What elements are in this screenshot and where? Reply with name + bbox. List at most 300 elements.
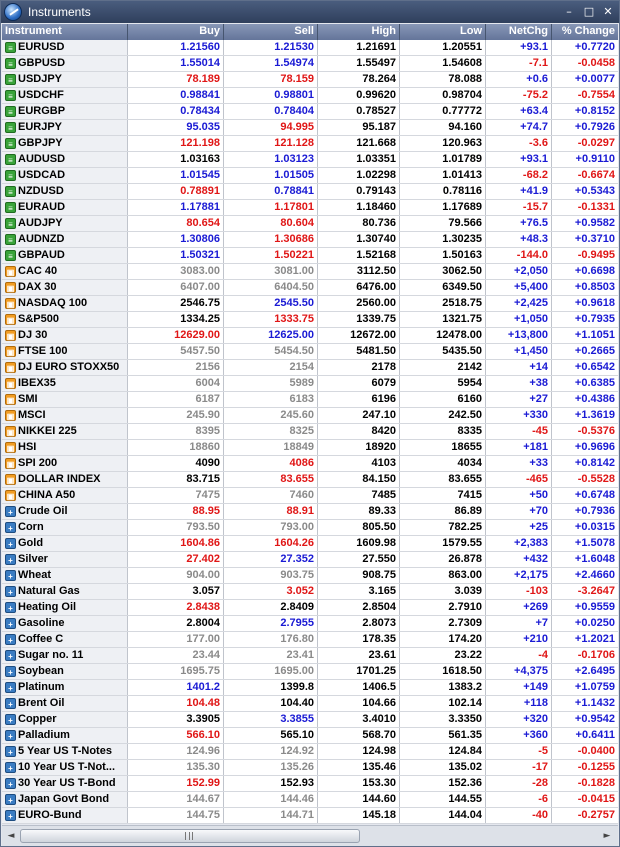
table-row[interactable] — [2, 632, 618, 648]
table-row[interactable] — [2, 312, 618, 328]
low-cell: 863.00 — [400, 568, 486, 583]
pct-change-cell: +1.6048 — [574, 553, 615, 565]
commodity-instrument-icon: + — [5, 730, 16, 741]
pct-change-cell: -0.6674 — [577, 169, 615, 181]
sell-cell: 104.40 — [224, 696, 318, 711]
fx-instrument-icon: ≡ — [5, 218, 16, 229]
buy-cell: 1.50321 — [128, 248, 224, 263]
high-cell: 6079 — [318, 376, 400, 391]
table-row[interactable] — [2, 88, 618, 104]
table-row[interactable] — [2, 504, 618, 520]
netchg-cell: -17 — [486, 760, 552, 775]
instrument-name: AUDJPY — [18, 217, 63, 229]
netchg-cell: +5,400 — [486, 280, 552, 295]
high-cell: 2.8073 — [318, 616, 400, 631]
low-cell: 1.17689 — [400, 200, 486, 215]
sell-cell: 94.995 — [224, 120, 318, 135]
low-cell: 3.039 — [400, 584, 486, 599]
buy-cell: 1.21560 — [128, 40, 224, 55]
instrument-cell — [2, 536, 128, 551]
sell-cell: 5454.50 — [224, 344, 318, 359]
instrument-name: CAC 40 — [18, 265, 58, 277]
sell-cell: 1399.8 — [224, 680, 318, 695]
low-cell: 6349.50 — [400, 280, 486, 295]
netchg-cell: +7 — [486, 616, 552, 631]
table-row[interactable] — [2, 264, 618, 280]
pct-change-cell: +1.5078 — [574, 537, 615, 549]
high-cell: 1.30740 — [318, 232, 400, 247]
table-row[interactable] — [2, 600, 618, 616]
horizontal-scrollbar[interactable] — [2, 825, 618, 846]
pct-change-cell: -0.0458 — [577, 57, 615, 69]
netchg-cell: -45 — [486, 424, 552, 439]
table-row[interactable] — [2, 552, 618, 568]
index-instrument-icon: ▣ — [6, 428, 15, 437]
table-row[interactable] — [2, 760, 618, 776]
buy-cell: 152.99 — [128, 776, 224, 791]
instrument-name: EURO-Bund — [18, 809, 82, 821]
instrument-cell — [2, 104, 128, 119]
table-row[interactable] — [2, 520, 618, 536]
pct-change-cell: +0.7936 — [574, 505, 615, 517]
sell-cell: 1.17801 — [224, 200, 318, 215]
netchg-cell: -68.2 — [486, 168, 552, 183]
table-row[interactable] — [2, 136, 618, 152]
index-instrument-icon: ▣ — [6, 492, 15, 501]
low-cell: 8335 — [400, 424, 486, 439]
high-cell: 1701.25 — [318, 664, 400, 679]
high-cell: 4103 — [318, 456, 400, 471]
pct-change-cell: -0.0297 — [577, 137, 615, 149]
instrument-cell — [2, 440, 128, 455]
buy-cell: 135.30 — [128, 760, 224, 775]
high-cell: 1339.75 — [318, 312, 400, 327]
low-cell: 5435.50 — [400, 344, 486, 359]
pct-change-cell: +0.6385 — [574, 377, 615, 389]
pct-change-cell: +0.3710 — [574, 233, 615, 245]
pct-change-cell: +1.3619 — [574, 409, 615, 421]
low-cell: 79.566 — [400, 216, 486, 231]
fx-instrument-icon: ≡ — [5, 234, 16, 245]
instrument-name: Japan Govt Bond — [18, 793, 110, 805]
instrument-cell — [2, 360, 128, 375]
high-cell: 7485 — [318, 488, 400, 503]
table-row[interactable] — [2, 776, 618, 792]
netchg-cell: -5 — [486, 744, 552, 759]
commodity-instrument-icon: + — [5, 682, 16, 693]
maximize-button[interactable]: □ — [583, 5, 595, 18]
low-cell: 1.50163 — [400, 248, 486, 263]
buy-cell: 1695.75 — [128, 664, 224, 679]
fx-instrument-icon: ≡ — [5, 90, 16, 101]
instrument-cell — [2, 648, 128, 663]
netchg-cell: -75.2 — [486, 88, 552, 103]
table-row[interactable] — [2, 232, 618, 248]
sell-cell: 1.30686 — [224, 232, 318, 247]
instrument-name: NZDUSD — [18, 185, 64, 197]
pct-change-cell: +0.6698 — [574, 265, 615, 277]
commodity-instrument-icon: + — [5, 506, 16, 517]
commodity-instrument-icon: + — [5, 522, 16, 533]
column-header-instrument[interactable]: Instrument — [2, 24, 128, 40]
sell-cell: 903.75 — [224, 568, 318, 583]
table-row[interactable] — [2, 712, 618, 728]
instrument-name: Silver — [18, 553, 48, 565]
scrollbar-thumb[interactable] — [20, 829, 360, 843]
fx-instrument-icon: ≡ — [5, 106, 16, 117]
instrument-cell — [2, 168, 128, 183]
buy-cell: 7475 — [128, 488, 224, 503]
instrument-cell — [2, 264, 128, 279]
instrument-cell — [2, 616, 128, 631]
fx-instrument-icon: ≡ — [5, 58, 16, 69]
table-row[interactable] — [2, 40, 618, 56]
table-row[interactable] — [2, 120, 618, 136]
low-cell: 5954 — [400, 376, 486, 391]
table-row[interactable] — [2, 472, 618, 488]
sell-cell: 176.80 — [224, 632, 318, 647]
instrument-name: MSCI — [18, 409, 46, 421]
instrument-cell — [2, 344, 128, 359]
high-cell: 0.78527 — [318, 104, 400, 119]
table-row[interactable] — [2, 680, 618, 696]
table-row[interactable] — [2, 184, 618, 200]
table-row[interactable] — [2, 648, 618, 664]
column-header-buy[interactable]: Buy — [128, 24, 224, 40]
table-row[interactable] — [2, 456, 618, 472]
index-instrument-icon: ▣ — [6, 300, 15, 309]
instrument-cell — [2, 776, 128, 791]
low-cell: 4034 — [400, 456, 486, 471]
pct-change-cell: +0.6748 — [574, 489, 615, 501]
sell-cell: 23.41 — [224, 648, 318, 663]
pct-change-cell: +0.2665 — [574, 345, 615, 357]
low-cell: 152.36 — [400, 776, 486, 791]
netchg-cell: +70 — [486, 504, 552, 519]
high-cell: 805.50 — [318, 520, 400, 535]
netchg-cell: -6 — [486, 792, 552, 807]
commodity-instrument-icon: + — [5, 650, 16, 661]
table-row[interactable] — [2, 376, 618, 392]
instrument-name: AUDNZD — [18, 233, 65, 245]
instrument-cell — [2, 248, 128, 263]
table-row[interactable] — [2, 744, 618, 760]
instrument-name: 30 Year US T-Bond — [18, 777, 116, 789]
commodity-instrument-icon: + — [5, 554, 16, 565]
netchg-cell: +320 — [486, 712, 552, 727]
table-row[interactable] — [2, 360, 618, 376]
low-cell: 1.54608 — [400, 56, 486, 71]
pct-change-cell: -0.9495 — [577, 249, 615, 261]
table-row[interactable] — [2, 424, 618, 440]
instrument-cell — [2, 520, 128, 535]
high-cell: 3112.50 — [318, 264, 400, 279]
sell-cell: 4086 — [224, 456, 318, 471]
sell-cell: 2545.50 — [224, 296, 318, 311]
sell-cell: 1.03123 — [224, 152, 318, 167]
high-cell: 6476.00 — [318, 280, 400, 295]
table-row[interactable] — [2, 72, 618, 88]
low-cell: 26.878 — [400, 552, 486, 567]
buy-cell: 793.50 — [128, 520, 224, 535]
buy-cell: 121.198 — [128, 136, 224, 151]
high-cell: 2178 — [318, 360, 400, 375]
buy-cell: 27.402 — [128, 552, 224, 567]
instrument-name: GBPJPY — [18, 137, 63, 149]
buy-cell: 245.90 — [128, 408, 224, 423]
instrument-cell — [2, 200, 128, 215]
high-cell: 568.70 — [318, 728, 400, 743]
commodity-instrument-icon: + — [5, 666, 16, 677]
low-cell: 1.01789 — [400, 152, 486, 167]
index-instrument-icon: ▣ — [6, 380, 15, 389]
instrument-name: Heating Oil — [18, 601, 77, 613]
instruments-grid — [2, 24, 618, 824]
buy-cell: 1.17881 — [128, 200, 224, 215]
pct-change-cell: -0.1706 — [577, 649, 615, 661]
buy-cell: 104.48 — [128, 696, 224, 711]
pct-change-cell: +0.9559 — [574, 601, 615, 613]
buy-cell: 78.189 — [128, 72, 224, 87]
table-row[interactable] — [2, 216, 618, 232]
table-row[interactable] — [2, 728, 618, 744]
table-row[interactable] — [2, 792, 618, 808]
buy-cell: 95.035 — [128, 120, 224, 135]
high-cell: 0.79143 — [318, 184, 400, 199]
instrument-name: GBPUSD — [18, 57, 66, 69]
minimize-button[interactable]: – — [566, 5, 572, 18]
instrument-cell — [2, 456, 128, 471]
instrument-name: IBEX35 — [18, 377, 56, 389]
sell-cell: 565.10 — [224, 728, 318, 743]
netchg-cell: +0.6 — [486, 72, 552, 87]
table-row[interactable] — [2, 104, 618, 120]
table-row[interactable] — [2, 488, 618, 504]
sell-cell: 5989 — [224, 376, 318, 391]
pct-change-cell: +1.0759 — [574, 681, 615, 693]
buy-cell: 2546.75 — [128, 296, 224, 311]
column-header-netchg[interactable]: NetChg — [486, 24, 552, 40]
instrument-cell — [2, 472, 128, 487]
instrument-cell — [2, 376, 128, 391]
sell-cell: 1604.26 — [224, 536, 318, 551]
sell-cell: 78.159 — [224, 72, 318, 87]
fx-instrument-icon: ≡ — [5, 170, 16, 181]
sell-cell: 1.01505 — [224, 168, 318, 183]
netchg-cell: +1,450 — [486, 344, 552, 359]
low-cell: 124.84 — [400, 744, 486, 759]
pct-change-cell: -0.5528 — [577, 473, 615, 485]
instrument-cell — [2, 584, 128, 599]
buy-cell: 1401.2 — [128, 680, 224, 695]
table-row[interactable] — [2, 392, 618, 408]
index-instrument-icon: ▣ — [6, 476, 15, 485]
buy-cell: 23.44 — [128, 648, 224, 663]
buy-cell: 1.01545 — [128, 168, 224, 183]
buy-cell: 3.3905 — [128, 712, 224, 727]
high-cell: 5481.50 — [318, 344, 400, 359]
pct-change-cell: +0.9542 — [574, 713, 615, 725]
high-cell: 95.187 — [318, 120, 400, 135]
fx-instrument-icon: ≡ — [5, 42, 16, 53]
index-instrument-icon: ▣ — [6, 460, 15, 469]
netchg-cell: +2,425 — [486, 296, 552, 311]
pct-change-cell: +0.5343 — [574, 185, 615, 197]
table-row[interactable] — [2, 440, 618, 456]
sell-cell: 83.655 — [224, 472, 318, 487]
netchg-cell: +210 — [486, 632, 552, 647]
table-row[interactable] — [2, 408, 618, 424]
fx-instrument-icon: ≡ — [5, 202, 16, 213]
instrument-cell — [2, 280, 128, 295]
table-row[interactable] — [2, 696, 618, 712]
high-cell: 80.736 — [318, 216, 400, 231]
index-instrument-icon: ▣ — [6, 412, 15, 421]
commodity-instrument-icon: + — [5, 698, 16, 709]
low-cell: 23.22 — [400, 648, 486, 663]
sell-cell: 6183 — [224, 392, 318, 407]
low-cell: 1.30235 — [400, 232, 486, 247]
sell-cell: 8325 — [224, 424, 318, 439]
table-row[interactable] — [2, 568, 618, 584]
close-button[interactable]: ✕ — [603, 5, 613, 18]
low-cell: 1618.50 — [400, 664, 486, 679]
buy-cell: 1.55014 — [128, 56, 224, 71]
sell-cell: 0.78404 — [224, 104, 318, 119]
low-cell: 18655 — [400, 440, 486, 455]
instrument-name: USDJPY — [18, 73, 63, 85]
index-instrument-icon: ▣ — [6, 284, 15, 293]
instrument-cell — [2, 40, 128, 55]
table-row[interactable] — [2, 328, 618, 344]
table-row[interactable] — [2, 584, 618, 600]
table-row[interactable] — [2, 536, 618, 552]
netchg-cell: +33 — [486, 456, 552, 471]
buy-cell: 144.75 — [128, 808, 224, 823]
low-cell: 782.25 — [400, 520, 486, 535]
high-cell: 1.18460 — [318, 200, 400, 215]
window-title: Instruments — [28, 5, 91, 19]
table-row[interactable] — [2, 664, 618, 680]
table-row[interactable] — [2, 616, 618, 632]
table-row[interactable] — [2, 200, 618, 216]
instrument-cell — [2, 792, 128, 807]
netchg-cell: +93.1 — [486, 40, 552, 55]
instrument-cell — [2, 232, 128, 247]
low-cell: 3062.50 — [400, 264, 486, 279]
netchg-cell: -103 — [486, 584, 552, 599]
instrument-name: Platinum — [18, 681, 65, 693]
instrument-name: EURAUD — [18, 201, 66, 213]
instrument-cell — [2, 328, 128, 343]
low-cell: 1383.2 — [400, 680, 486, 695]
netchg-cell: +1,050 — [486, 312, 552, 327]
buy-cell: 566.10 — [128, 728, 224, 743]
netchg-cell: +149 — [486, 680, 552, 695]
high-cell: 178.35 — [318, 632, 400, 647]
pct-change-cell: +0.9696 — [574, 441, 615, 453]
table-row[interactable] — [2, 280, 618, 296]
low-cell: 144.04 — [400, 808, 486, 823]
column-header-sell[interactable]: Sell — [224, 24, 318, 40]
fx-instrument-icon: ≡ — [5, 186, 16, 197]
high-cell: 18920 — [318, 440, 400, 455]
table-row[interactable] — [2, 168, 618, 184]
instrument-cell — [2, 120, 128, 135]
netchg-cell: +118 — [486, 696, 552, 711]
netchg-cell: +63.4 — [486, 104, 552, 119]
table-row[interactable] — [2, 808, 618, 824]
buy-cell: 5457.50 — [128, 344, 224, 359]
commodity-instrument-icon: + — [5, 634, 16, 645]
netchg-cell: +50 — [486, 488, 552, 503]
instrument-name: GBPAUD — [18, 249, 65, 261]
pct-change-cell: +0.0250 — [574, 617, 615, 629]
netchg-cell: +2,175 — [486, 568, 552, 583]
table-row[interactable] — [2, 152, 618, 168]
sell-cell: 152.93 — [224, 776, 318, 791]
netchg-cell: +269 — [486, 600, 552, 615]
scroll-left-icon[interactable]: ◄ — [7, 831, 15, 841]
column-header-high[interactable]: High — [318, 24, 400, 40]
low-cell: 1321.75 — [400, 312, 486, 327]
pct-change-cell: +1.1051 — [574, 329, 615, 341]
title-bar[interactable] — [1, 1, 619, 23]
pct-change-cell: +0.4386 — [574, 393, 615, 405]
table-row[interactable] — [2, 56, 618, 72]
high-cell: 124.98 — [318, 744, 400, 759]
pct-change-cell: +0.6411 — [575, 729, 615, 741]
pct-change-cell: -0.7554 — [577, 89, 615, 101]
high-cell: 1609.98 — [318, 536, 400, 551]
netchg-cell: +74.7 — [486, 120, 552, 135]
commodity-instrument-icon: + — [5, 618, 16, 629]
instrument-name: 10 Year US T-Not... — [18, 761, 116, 773]
high-cell: 1406.5 — [318, 680, 400, 695]
sell-cell: 7460 — [224, 488, 318, 503]
column-header-pct-change[interactable]: % Change — [561, 25, 615, 37]
instrument-cell — [2, 392, 128, 407]
index-instrument-icon: ▣ — [6, 348, 15, 357]
low-cell: 0.78116 — [400, 184, 486, 199]
low-cell: 1.01413 — [400, 168, 486, 183]
instrument-cell — [2, 760, 128, 775]
column-header-low[interactable]: Low — [400, 24, 486, 40]
high-cell: 84.150 — [318, 472, 400, 487]
index-instrument-icon: ▣ — [6, 444, 15, 453]
table-row[interactable] — [2, 248, 618, 264]
commodity-instrument-icon: + — [5, 714, 16, 725]
instrument-cell — [2, 56, 128, 71]
instrument-cell — [2, 744, 128, 759]
instrument-name: Gold — [18, 537, 44, 549]
pct-change-cell: +0.7720 — [574, 41, 615, 53]
sell-cell: 1333.75 — [224, 312, 318, 327]
instrument-name: EURGBP — [18, 105, 66, 117]
instrument-cell — [2, 88, 128, 103]
table-row[interactable] — [2, 296, 618, 312]
high-cell: 247.10 — [318, 408, 400, 423]
scroll-right-icon[interactable]: ► — [603, 831, 611, 841]
high-cell: 2560.00 — [318, 296, 400, 311]
netchg-cell: +48.3 — [486, 232, 552, 247]
pct-change-cell: +0.6542 — [574, 361, 615, 373]
high-cell: 1.21691 — [318, 40, 400, 55]
table-row[interactable] — [2, 344, 618, 360]
instrument-name: DJ 30 — [18, 329, 48, 341]
buy-cell: 0.98841 — [128, 88, 224, 103]
instrument-name: EURUSD — [18, 41, 65, 53]
